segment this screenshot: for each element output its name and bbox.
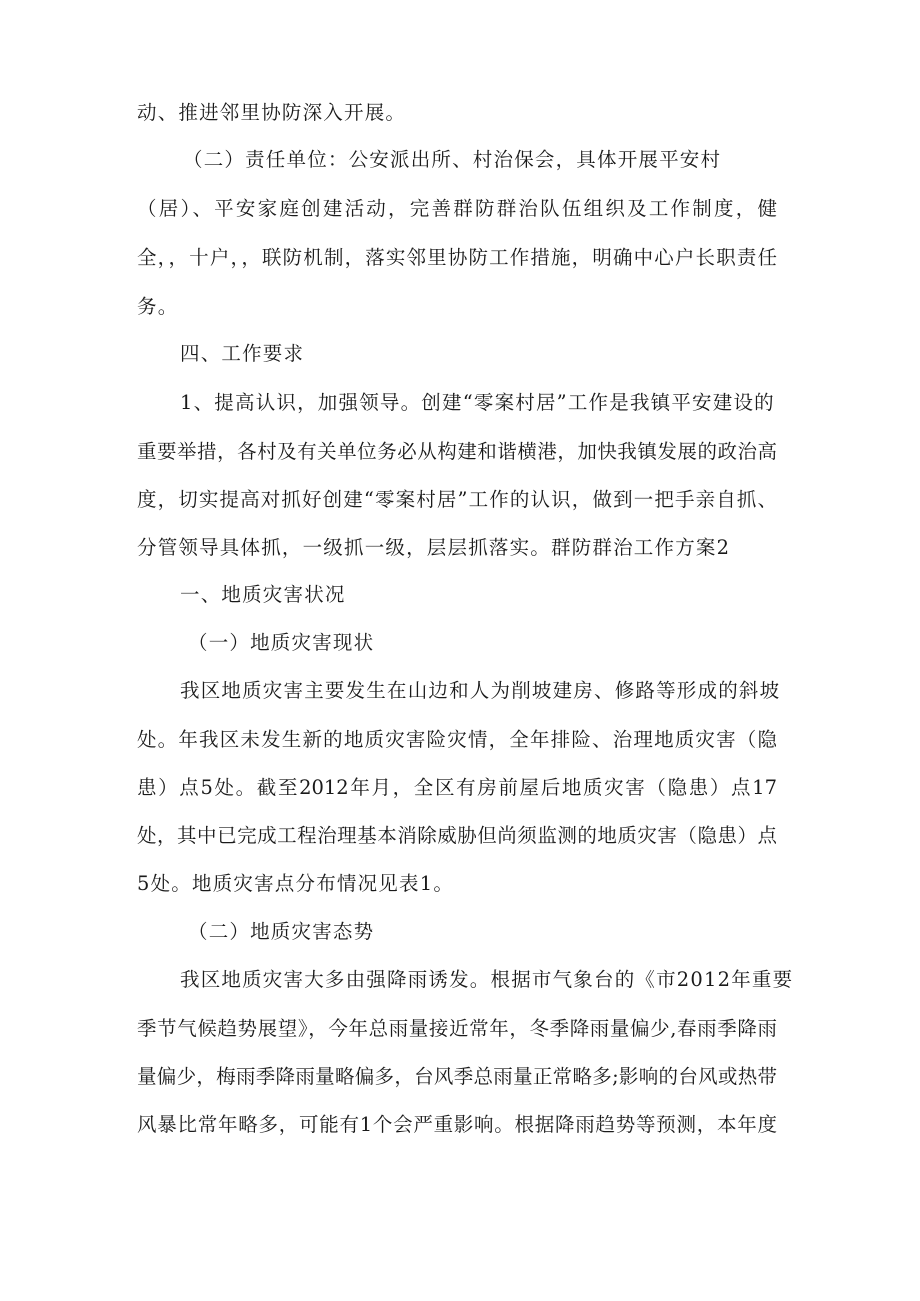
text-line: 患）点5处。截至2012年月，全区有房前屋后地质灾害（隐患）点17 bbox=[137, 776, 777, 799]
text-line: 1、提高认识，加强领导。创建“零案村居”工作是我镇平安建设的 bbox=[180, 391, 775, 414]
subsection-heading: （二）地质灾害态势 bbox=[188, 920, 375, 943]
section-heading: （二）责任单位：公安派出所、村治保会，具体开展平安村 bbox=[183, 148, 722, 171]
text-line: 我区地质灾害大多由强降雨诱发。根据市气象台的《市2012年重要 bbox=[180, 968, 794, 991]
section-heading: 四、工作要求 bbox=[180, 342, 305, 365]
text-line: 分管领导具体抓，一级抓一级，层层抓落实。群防群治工作方案2 bbox=[137, 536, 731, 559]
text-line: 季节气候趋势展望》，今年总雨量接近常年，冬季降雨量偏少,春雨季降雨 bbox=[137, 1017, 777, 1040]
text-line: 全，，十户，，联防机制，落实邻里协防工作措施，明确中心户长职责任 bbox=[137, 246, 777, 269]
subsection-heading: （一）地质灾害现状 bbox=[188, 631, 375, 654]
text-line: 动、推进邻里协防深入开展。 bbox=[137, 101, 407, 124]
section-heading: 一、地质灾害状况 bbox=[180, 583, 346, 606]
text-line: 我区地质灾害主要发生在山边和人为削坡建房、修路等形成的斜坡 bbox=[180, 679, 781, 702]
text-line: 重要举措，各村及有关单位务必从构建和谐横港，加快我镇发展的政治高 bbox=[137, 440, 777, 463]
text-line: 度，切实提高对抓好创建“零案村居”工作的认识，做到一把手亲自抓、 bbox=[137, 488, 777, 511]
text-line: 量偏少，梅雨季降雨量略偏多，台风季总雨量正常略多;影响的台风或热带 bbox=[137, 1065, 777, 1088]
text-line: 5处。地质灾害点分布情况见表1。 bbox=[137, 872, 455, 895]
text-line: 处，其中已完成工程治理基本消除威胁但尚须监测的地质灾害（隐患）点 bbox=[137, 824, 777, 847]
text-line: 务。 bbox=[137, 295, 179, 318]
text-line: 处。年我区未发生新的地质灾害险灾情，全年排险、治理地质灾害（隐 bbox=[137, 728, 777, 751]
text-line: 风暴比常年略多，可能有1个会严重影响。根据降雨趋势等预测，本年度 bbox=[137, 1113, 777, 1136]
text-line: （居）、平安家庭创建活动，完善群防群治队伍组织及工作制度，健 bbox=[137, 197, 777, 220]
